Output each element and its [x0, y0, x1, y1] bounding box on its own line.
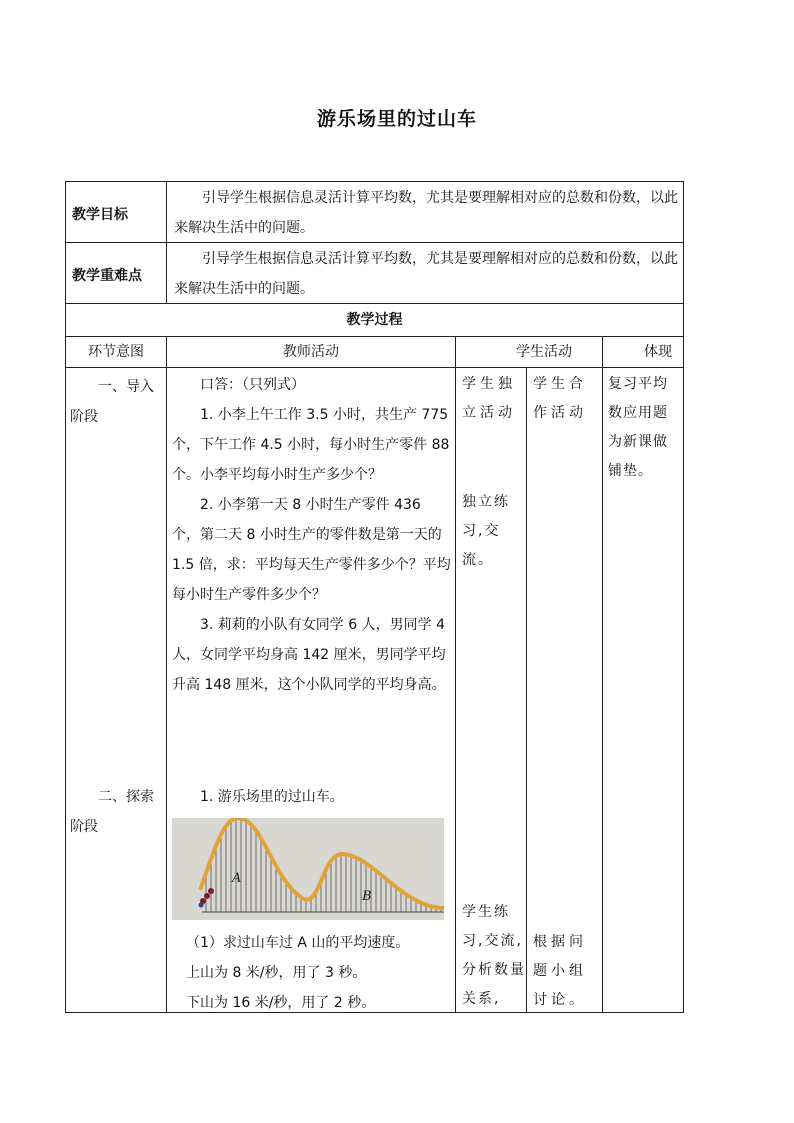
explore-item1: 1. 游乐场里的过山车。 [200, 789, 344, 805]
page-title: 游乐场里的过山车 [316, 108, 477, 130]
intro-q3: 3. 莉莉的小队有女同学 6 人，男同学 4 人，女同学平均身高 142 厘米，男同学平均升高 148 厘米，这个小队同学的平均身高。 [172, 617, 446, 693]
col-divider [166, 181, 167, 303]
key-points-label: 教学重难点 [72, 268, 142, 284]
label-b: B [362, 889, 372, 904]
student-explore-a: 学生练习,交流,分析数量关系, [462, 904, 526, 1007]
process-header: 教学过程 [346, 312, 403, 328]
table-border-top [65, 181, 684, 182]
explore-up: 上山为 8 米/秒，用了 3 秒。 [186, 965, 367, 981]
col-divider [166, 336, 167, 1013]
student-intro-b: 学生合作活动 [533, 376, 587, 421]
goal-label: 教学目标 [72, 207, 128, 223]
stage-explore: 二、探索阶段 [70, 789, 154, 835]
col-header-stage: 环节意图 [88, 344, 144, 360]
student-intro-a1: 学生独立活动 [462, 376, 516, 421]
roller-coaster-track-svg [172, 818, 444, 920]
col-divider [602, 336, 603, 1013]
teacher-explore [172, 928, 454, 1018]
student-intro-a2: 独立练习,交流。 [462, 494, 510, 568]
explore-sub1: （1）求过山车过 A 山的平均速度。 [186, 935, 410, 951]
row-divider [65, 367, 684, 368]
goal-text: 引导学生根据信息灵活计算平均数，尤其是要理解相对应的总数和份数，以此来解决生活中的问题。 [174, 190, 678, 236]
intro-prompt: 口答：（只列式） [200, 377, 305, 393]
explore-down: 下山为 16 米/秒，用了 2 秒。 [186, 995, 376, 1011]
col-header-reflect: 体现 [644, 344, 672, 360]
stage-intro: 一、导入阶段 [70, 379, 154, 425]
student-explore-b: 根据问题小组讨论。 [533, 934, 587, 1008]
intro-q1: 1. 小李上午工作 3.5 小时，共生产 775 个，下午工作 4.5 小时，每小时生产零件 88 个。小李平均每小时生产多少个？ [172, 407, 450, 483]
col-header-student: 学生活动 [516, 344, 572, 360]
teacher-intro [172, 370, 452, 700]
label-a: A [232, 871, 242, 886]
col-divider [455, 336, 456, 1013]
key-points-text: 引导学生根据信息灵活计算平均数，尤其是要理解相对应的总数和份数，以此来解决生活中的问题。 [174, 251, 678, 297]
col-header-teacher: 教师活动 [283, 344, 339, 360]
roller-coaster-figure [172, 818, 444, 920]
reflect-intro: 复习平均数应用题为新课做铺垫。 [608, 376, 668, 479]
intro-q2: 2. 小李第一天 8 小时生产零件 436 个，第二天 8 小时生产的零件数是第一天的 1.5 倍，求：平均每天生产零件多少个？平均每小时生产零件多少个？ [172, 497, 451, 603]
